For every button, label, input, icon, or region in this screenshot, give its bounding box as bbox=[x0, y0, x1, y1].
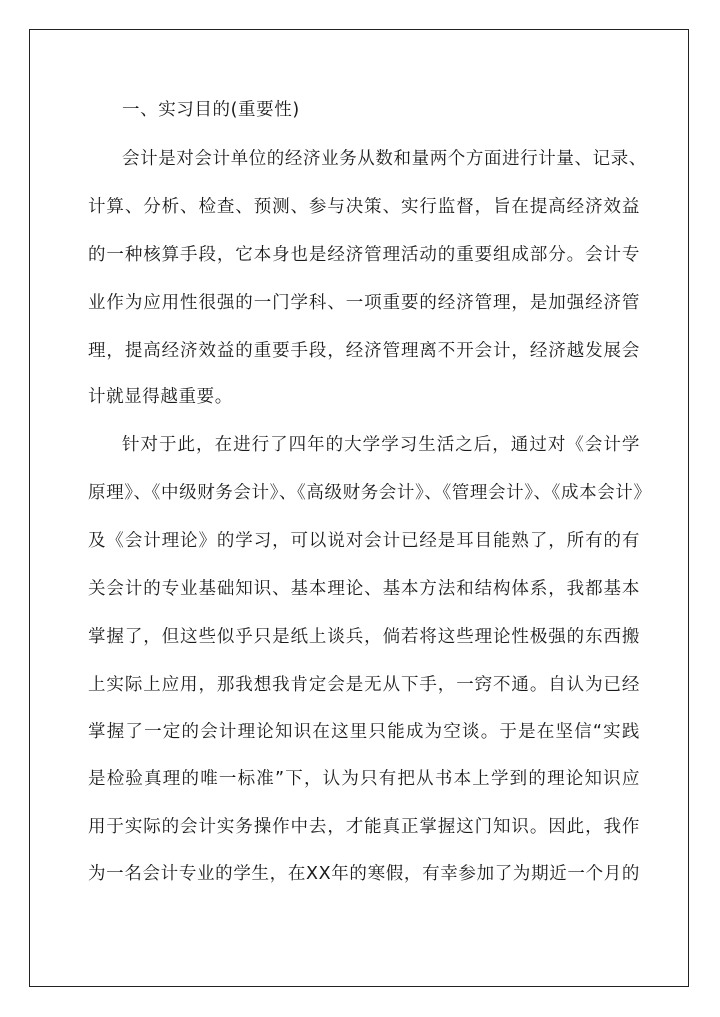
page-border bbox=[29, 29, 689, 987]
paragraph-1-line: 计算、分析、检查、预测、参与决策、实行监督，旨在提高经济效益 bbox=[88, 197, 640, 217]
paragraph-2-line: 针对于此，在进行了四年的大学学习生活之后，通过对《会计学 bbox=[122, 435, 640, 455]
paragraph-2-line: 掌握了一定的会计理论知识在这里只能成为空谈。于是在坚信“实践 bbox=[88, 722, 640, 742]
paragraph-2-line: 为一名会计专业的学生，在XX年的寒假，有幸参加了为期近一个月的 bbox=[88, 864, 640, 884]
paragraph-1-line: 会计是对会计单位的经济业务从数和量两个方面进行计量、记录、 bbox=[122, 149, 647, 169]
paragraph-2-line: 掌握了，但这些似乎只是纸上谈兵，倘若将这些理论性极强的东西搬 bbox=[88, 627, 640, 647]
paragraph-1-line: 业作为应用性很强的一门学科、一项重要的经济管理，是加强经济管 bbox=[88, 293, 640, 313]
paragraph-2-line: 用于实际的会计实务操作中去，才能真正掌握这门知识。因此，我作 bbox=[88, 817, 640, 837]
paragraph-1-line: 计就显得越重要。 bbox=[88, 387, 233, 407]
paragraph-1-line: 理，提高经济效益的重要手段，经济管理离不开会计，经济越发展会 bbox=[88, 341, 640, 361]
paragraph-2-line: 上实际上应用，那我想我肯定会是无从下手，一窍不通。自认为已经 bbox=[88, 675, 640, 695]
paragraph-2-line: 及《会计理论》的学习，可以说对会计已经是耳目能熟了，所有的有 bbox=[88, 531, 640, 551]
paragraph-2-line: 原理》、《中级财务会计》、《高级财务会计》、《管理会计》、《成本会计》 bbox=[88, 483, 652, 503]
paragraph-2-line: 是检验真理的唯一标准”下，认为只有把从书本上学到的理论知识应 bbox=[88, 769, 640, 789]
section-heading: 一、实习目的(重要性) bbox=[122, 100, 300, 120]
paragraph-2-line: 关会计的专业基础知识、基本理论、基本方法和结构体系，我都基本 bbox=[88, 579, 640, 599]
paragraph-1-line: 的一种核算手段，它本身也是经济管理活动的重要组成部分。会计专 bbox=[88, 245, 640, 265]
